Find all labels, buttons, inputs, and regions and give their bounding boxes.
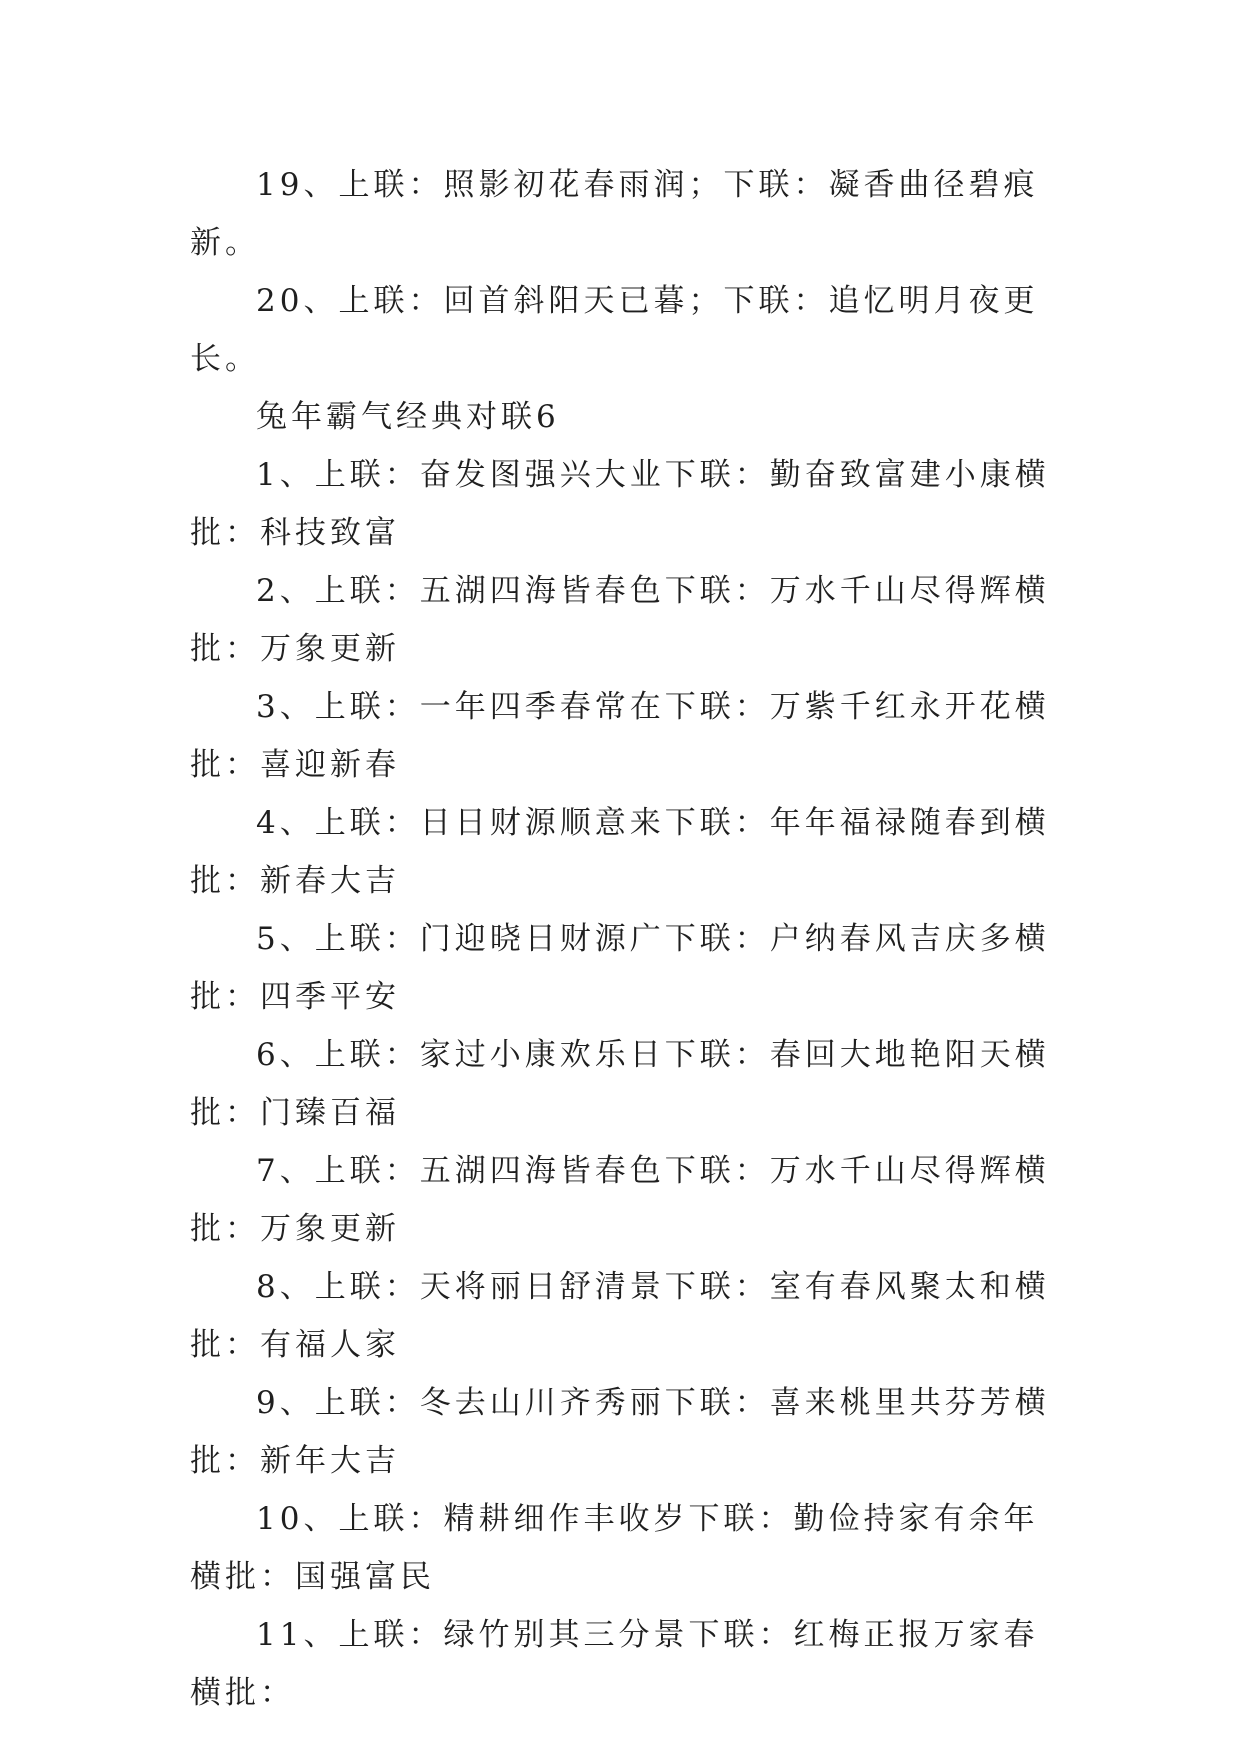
paragraph-couplet-11: 11、上联：绿竹别其三分景下联：红梅正报万家春横批： <box>190 1617 1039 1711</box>
paragraph-couplet-19: 19、上联：照影初花春雨润；下联：凝香曲径碧痕新。 <box>190 167 1039 261</box>
paragraph-couplet-7: 7、上联：五湖四海皆春色下联：万水千山尽得辉横批：万象更新 <box>190 1153 1050 1247</box>
document-body <box>190 156 1070 1722</box>
paragraph-couplet-2: 2、上联：五湖四海皆春色下联：万水千山尽得辉横批：万象更新 <box>190 573 1050 667</box>
paragraph-couplet-10: 10、上联：精耕细作丰收岁下联：勤俭持家有余年横批：国强富民 <box>190 1501 1039 1595</box>
paragraph-couplet-1: 1、上联：奋发图强兴大业下联：勤奋致富建小康横批：科技致富 <box>190 457 1050 551</box>
paragraph-couplet-4: 4、上联：日日财源顺意来下联：年年福禄随春到横批：新春大吉 <box>190 805 1050 899</box>
paragraph-couplet-5: 5、上联：门迎晓日财源广下联：户纳春风吉庆多横批：四季平安 <box>190 921 1050 1015</box>
paragraph-couplet-3: 3、上联：一年四季春常在下联：万紫千红永开花横批：喜迎新春 <box>190 689 1050 783</box>
paragraph-couplet-9: 9、上联：冬去山川齐秀丽下联：喜来桃里共芬芳横批：新年大吉 <box>190 1385 1050 1479</box>
paragraph-couplet-6: 6、上联：家过小康欢乐日下联：春回大地艳阳天横批：门臻百福 <box>190 1037 1050 1131</box>
paragraph-couplet-8: 8、上联：天将丽日舒清景下联：室有春风聚太和横批：有福人家 <box>190 1269 1050 1363</box>
section-heading: 兔年霸气经典对联6 <box>256 399 560 435</box>
paragraph-couplet-20: 20、上联：回首斜阳天已暮；下联：追忆明月夜更长。 <box>190 283 1039 377</box>
